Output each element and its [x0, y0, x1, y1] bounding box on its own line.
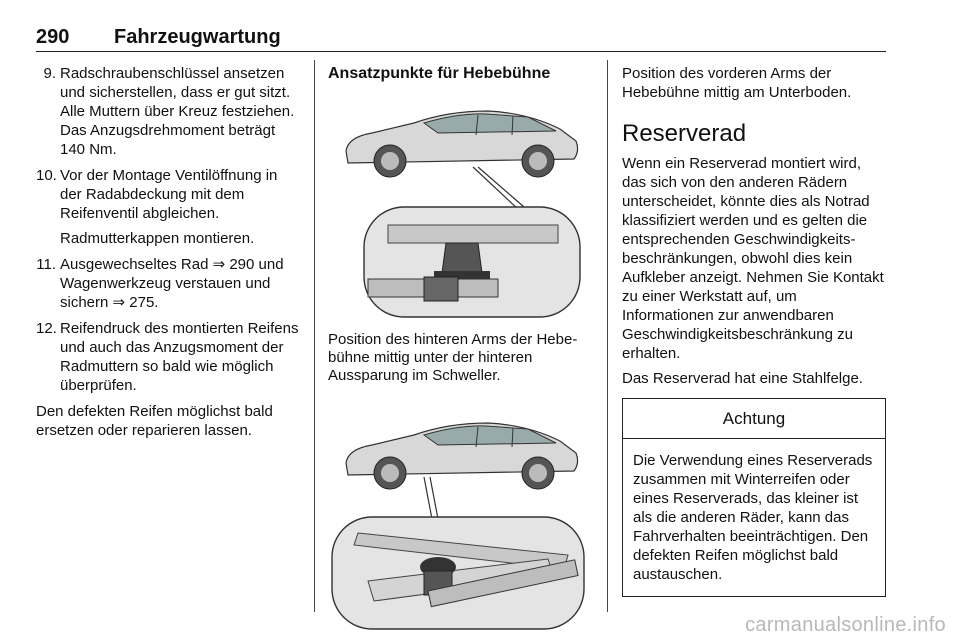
column-divider-1: [314, 60, 315, 612]
steel-rim-paragraph: Das Reserverad hat eine Stahlfelge.: [622, 370, 863, 387]
column-left: [36, 64, 300, 440]
step-11: [36, 255, 300, 312]
front-lift-point-illustration: [328, 405, 592, 631]
step-subtext: Radmutterkappen montieren.: [60, 230, 255, 247]
step-number: 11.: [36, 256, 56, 273]
column-divider-2: [607, 60, 608, 612]
column-middle: [328, 64, 592, 631]
page-header: [36, 26, 886, 52]
front-arm-paragraph: Position des vorderen Arms der Hebebühne mittig am Unterboden.: [622, 65, 852, 101]
step-text: Reifendruck des montierten Reifens und auch das Anzugsmoment der Radmuttern so bald wie möglich überprüfen.: [60, 320, 299, 394]
caution-box: [622, 398, 886, 597]
caution-text: Die Verwendung eines Reserverads zusammen mit Winterreifen oder eines Reserverads, das kleiner ist als die anderen Räder, kann das Fahrverhalten beeinträchtigen. Den defekten Reifen möglichst bald austauschen.: [633, 452, 873, 583]
step-number: 9.: [43, 65, 56, 82]
caution-heading: Achtung: [623, 399, 885, 439]
figure-caption-rear: Position des hinteren Arms der Hebebühne mittig unter der hinteren Aussparung im Schweller.: [328, 331, 578, 384]
spare-wheel-paragraph: Wenn ein Reserverad montiert wird, das sich von den anderen Rädern unterscheidet, könnte dies als Notrad klassifiziert werden und es gelten die entsprechenden Geschwindigkeitsbeschränkungen, obwohl dies kein Aufkleber anzeigt. Nehmen Sie Kontakt zu einer Werkstatt auf, um Informationen zur anwendbaren Geschwindigkeitsbeschränkung zu erhalten.: [622, 155, 884, 362]
step-10: [36, 166, 300, 248]
rear-lift-point-illustration: [328, 93, 592, 319]
section-title-spare-wheel: Reserverad: [622, 120, 747, 147]
step-text: Ausgewechseltes Rad ⇒ 290 und Wagenwerkzeug verstauen und sichern ⇒ 275.: [60, 256, 284, 311]
chapter-title: Fahrzeugwartung: [114, 26, 281, 48]
column-right: [622, 64, 888, 597]
step-12: [36, 319, 300, 395]
step-text: Radschraubenschlüssel ansetzen und sicherstellen, dass er gut sitzt. Alle Muttern über Kreuz festziehen. Das Anzugsdrehmoment beträgt 140 Nm.: [60, 65, 295, 158]
step-9: [36, 64, 300, 159]
section-title-lift-points: Ansatzpunkte für Hebebühne: [328, 65, 551, 82]
watermark: carmanualsonline.info: [745, 614, 946, 636]
closing-paragraph: Den defekten Reifen möglichst bald ersetzen oder reparieren lassen.: [36, 403, 273, 439]
page-number: 290: [36, 26, 70, 48]
step-number: 10.: [36, 167, 57, 184]
step-number: 12.: [36, 320, 57, 337]
step-text: Vor der Montage Ventilöffnung in der Radabdeckung mit dem Reifenventil abgleichen.: [60, 167, 278, 222]
